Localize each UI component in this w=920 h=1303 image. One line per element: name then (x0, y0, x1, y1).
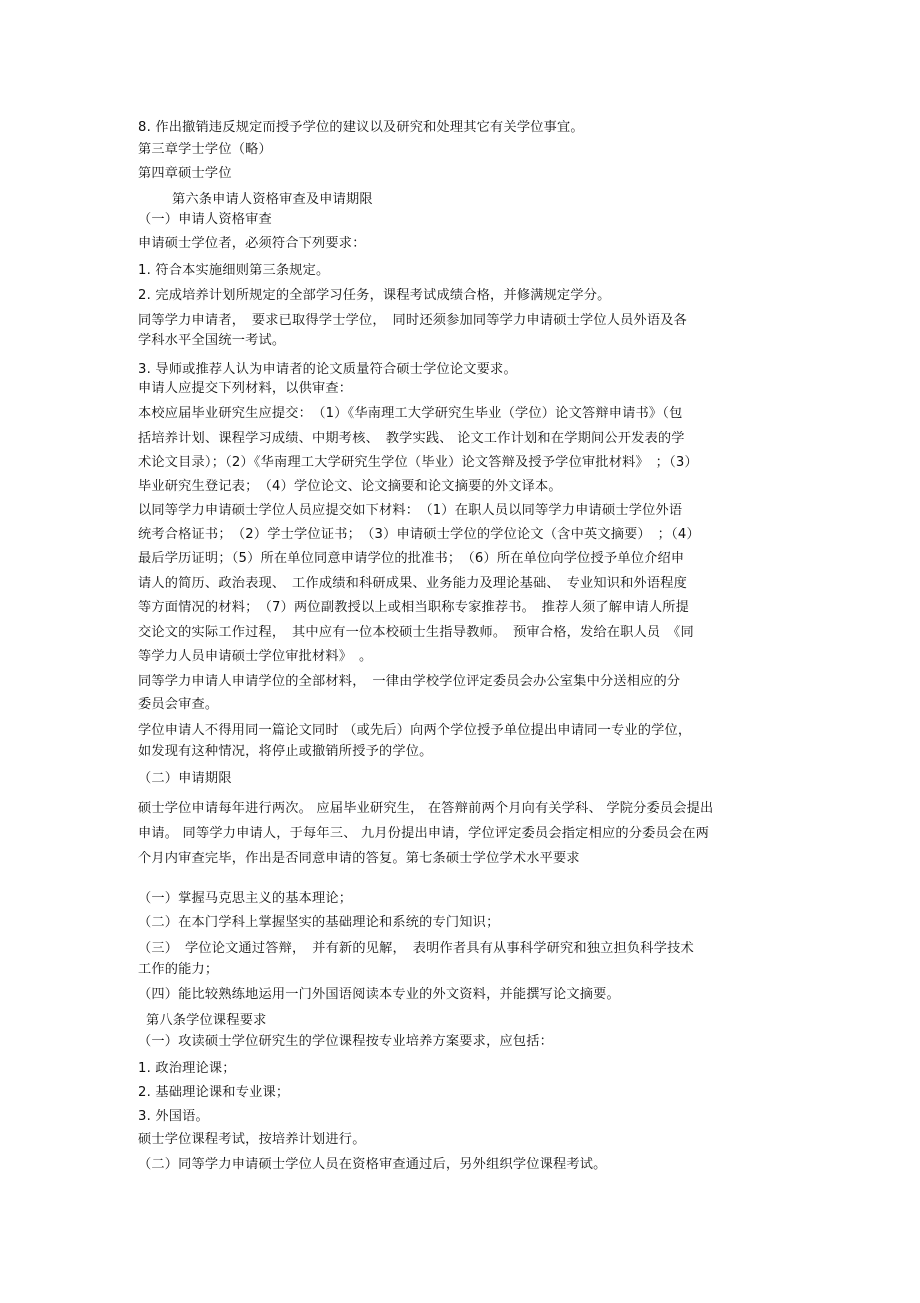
text-line: 交论文的实际工作过程， 其中应有一位本校硕士生指导教师。 预审合格，发给在职人员 《同 (138, 625, 694, 640)
list-item: （一）掌握马克思主义的基本理论； (138, 891, 353, 906)
text-line: 等方面情况的材料； （7）两位副教授以上或相当职称专家推荐书。 推荐人须了解申请人所提 (138, 600, 690, 615)
text-line: 申请。 同等学力申请人，于每年三、 九月份提出申请，学位评定委员会指定相应的分委员会在两 (138, 826, 710, 841)
text-line: 学位申请人不得用同一篇论文同时 （或先后）向两个学位授予单位提出申请同一专业的学位， (138, 723, 692, 738)
list-item: 1. 符合本实施细则第三条规定。 (138, 263, 330, 278)
text-line: 委员会审查。 (138, 697, 219, 712)
text-line: 最后学历证明；（5）所在单位同意申请学位的批准书； （6）所在单位向学位授予单位介绍申 (138, 551, 685, 566)
text-line: 请人的简历、政治表现、 工作成绩和科研成果、业务能力及理论基础、 专业知识和外语程度 (138, 576, 688, 591)
list-item: （三） 学位论文通过答辩， 并有新的见解， 表明作者具有从事科学研究和独立担负科学技术 (138, 941, 694, 956)
list-item: 2. 基础理论课和专业课； (138, 1085, 290, 1100)
list-item: 3. 导师或推荐人认为申请者的论文质量符合硕士学位论文要求。 (138, 362, 517, 377)
text-line: 申请人应提交下列材料，以供审查： (138, 381, 353, 396)
text-line: 毕业研究生登记表； （4）学位论文、论文摘要和论文摘要的外文译本。 (138, 479, 562, 494)
text-line: 工作的能力； (138, 962, 219, 977)
text-line: 学科水平全国统一考试。 (138, 333, 286, 348)
text-line: 个月内审查完毕，作出是否同意申请的答复。第七条硕士学位学术水平要求 (138, 851, 580, 866)
text-line: 如发现有这种情况，将停止或撤销所授予的学位。 (138, 744, 433, 759)
list-item: （四）能比较熟练地运用一门外国语阅读本专业的外文资料，并能撰写论文摘要。 (138, 987, 620, 1002)
article-heading: 第八条学位课程要求 (146, 1013, 267, 1028)
list-item: （二）在本门学科上掌握坚实的基础理论和系统的专门知识； (138, 915, 500, 930)
text-line: 等学力人员申请硕士学位审批材料》 。 (138, 649, 373, 664)
text-line: 以同等学力申请硕士学位人员应提交如下材料： （1）在职人员以同等学力申请硕士学位外语 (138, 503, 683, 518)
list-item: （二）同等学力申请硕士学位人员在资格审查通过后，另外组织学位课程考试。 (138, 1157, 607, 1172)
text-line: （一）攻读硕士学位研究生的学位课程按专业培养方案要求，应包括： (138, 1034, 554, 1049)
section-heading: 第四章硕士学位 (138, 166, 232, 181)
text-line: 统考合格证书； （2）学士学位证书； （3）申请硕士学位的学位论文（含中英文摘要） ；（4） (138, 527, 700, 542)
text-line: 同等学力申请者， 要求已取得学士学位， 同时还须参加同等学力申请硕士学位人员外语及各 (138, 313, 688, 328)
list-item: 1. 政治理论课； (138, 1061, 236, 1076)
article-heading: 第六条申请人资格审查及申请期限 (172, 192, 373, 207)
text-line: 本校应届毕业研究生应提交： （1）《华南理工大学研究生毕业（学位）论文答辩申请书》（包 (138, 406, 683, 421)
text-line: 括培养计划、课程学习成绩、中期考核、 教学实践、 论文工作计划和在学期间公开发表的学 (138, 431, 685, 446)
text-line: 8. 作出撤销违反规定而授予学位的建议以及研究和处理其它有关学位事宜。 (138, 120, 584, 135)
list-item: 2. 完成培养计划所规定的全部学习任务，课程考试成绩合格，并修满规定学分。 (138, 288, 611, 303)
text-line: 术论文目录）；（2）《华南理工大学研究生学位（毕业）论文答辩及授予学位审批材料》 ；（3） (138, 455, 698, 470)
text-line: 同等学力申请人申请学位的全部材料， 一律由学校学位评定委员会办公室集中分送相应的分 (138, 674, 681, 689)
section-heading: 第三章学士学位（略） (138, 142, 272, 157)
text-line: 硕士学位申请每年进行两次。 应届毕业研究生， 在答辩前两个月向有关学科、 学院分委员会提出 (138, 801, 714, 816)
subsection-heading: （一）申请人资格审查 (138, 212, 272, 227)
text-line: 硕士学位课程考试，按培养计划进行。 (138, 1132, 366, 1147)
text-line: 申请硕士学位者，必须符合下列要求： (138, 236, 366, 251)
list-item: 3. 外国语。 (138, 1109, 209, 1124)
subsection-heading: （二）申请期限 (138, 771, 232, 786)
